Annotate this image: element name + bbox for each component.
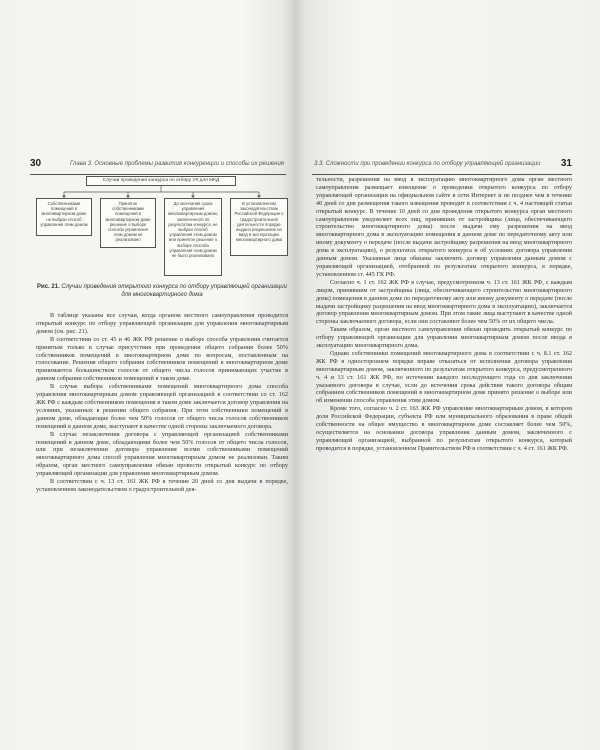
- paragraph: Согласно ч. 1 ст. 162 ЖК РФ в случае, предусмотренном ч. 13 ст. 161 ЖК РФ, с каждым лицом, принявшим от застройщика (лица, обеспечивающего строительство многоквартирного дома) помещения в данном доме по передаточному акту или иному документу о передаче (после выдачи застройщику разрешения на ввод многоквартирного дома в эксплуатацию), заключается договор управления многоквартирным домом. При этом такие лица выступают в качестве одной стороны заключаемого договора, если они составляют более чем 50% от их общего числа.: [316, 278, 572, 326]
- diagram-case-box: В установленном законодательством Российской Федерации о градостроительной деятельности порядке выдано разрешение на ввод в эксплуатацию многоквартирного дома: [230, 198, 288, 256]
- running-title: Глава 3. Основные проблемы развития конкуренции и способы их решения: [70, 161, 284, 167]
- left-running-head: [30, 160, 286, 175]
- right-body-text: [316, 176, 572, 453]
- left-page: [0, 0, 296, 750]
- figure-caption-text: Случаи проведения открытого конкурса по отбору управляющей организации для многоквартирного дома: [61, 284, 287, 298]
- paragraph: В соответствии со ст. 45 и 46 ЖК РФ решение о выборе способа управления считается принятым только в случае присутствия при проведении общего собрания более 50% собственников помещений в многоквартирном доме по вопросам, поставленным на голосование. Решения общего собрания собственников помещений в многоквартирном доме принимаются большинством голосов от общего числа голосов принимающих участие в данном собрании собственников помещений в таком доме.: [36, 335, 288, 383]
- right-running-head: [312, 160, 572, 175]
- diagram-case-box: Принятое собственниками помещений в многоквартирном доме решение о выборе способа управления этим домом не реализовано: [100, 198, 156, 248]
- diagram-top-box: Случаи проведения конкурса по отбору УК для МКД: [86, 176, 236, 186]
- paragraph: Кроме того, согласно ч. 2 ст. 163 ЖК РФ управление многоквартирным домом, в котором доля Российской Федерации, субъекта РФ или муниципального образования в праве общей собственности на общее имущество в многоквартирном доме составляет более чем 50%, осуществляется на основании договора управления данным домом, заключенного с управляющей организацией, выбранной по результатам открытого конкурса, который проводится в порядке, установленном Правительством РФ в соответствии с ч. 4 ст. 161 ЖК РФ.: [316, 405, 572, 452]
- paragraph: Таким образом, орган местного самоуправления обязан проводить открытый конкурс по отбору управляющей организации для управления многоквартирным домом после ввода в эксплуатацию многоквартирного дома.: [316, 326, 572, 350]
- figure-caption: [36, 283, 288, 299]
- diagram-case-box: Собственниками помещений в многоквартирном доме не выбран способ управления этим домом: [36, 198, 92, 236]
- diagram-case-box: До окончания срока управления многоквартирным домом, заключенного по результатам конкурса, не выбран способ управления этим домом или принятое решение о выборе способа управления этим домом не было реализовано: [164, 198, 222, 276]
- flow-diagram: [36, 176, 288, 280]
- page-number: 31: [560, 158, 572, 169]
- paragraph: В соответствии с ч. 13 ст. 161 ЖК РФ в течение 20 дней со дня выдачи в порядке, установленном законодательством о градостроительной дея-: [36, 478, 288, 493]
- paragraph: В случае незаключения договора с управляющей организацией собственниками помещений в данном доме, обладающими более чем 50% голосов от общего числа голосов, или при незаключении договора управления всеми собственниками помещений многоквартирного дома способ управления многоквартирным домом не реализован. Таким образом, орган местного самоуправления обязан провести открытый конкурс по отбору управляющей организации для управления многоквартирным домом.: [36, 430, 288, 478]
- paragraph: В таблице указаны все случаи, когда органом местного самоуправления проводится открытый конкурс по отбору управляющей организации для управления многоквартирным домом (см. рис. 21).: [36, 312, 288, 335]
- paragraph: В случае выбора собственниками помещений многоквартирного дома способа управления многоквартирным домом управляющей организацией в соответствии со ст. 162 ЖК РФ с каждым собственником помещения в таком доме заключается договор управления на условиях, указанных в решении общего собрания. При этом собственники помещений в данном доме, обладающие более чем 50% голосов от общего числа голосов собственников помещений в данном доме, выступают в качестве одной стороны заключаемого договора.: [36, 383, 288, 430]
- paragraph: тельности, разрешения на ввод в эксплуатацию многоквартирного дома орган местного самоуправления размещает извещение о проведении открытого конкурса по отбору управляющей организации на официальном сайте в сети Интернет и не позднее чем в течение 40 дней со дня размещения такого извещения проводит в соответствии с ч. 4 настоящей статьи открытый конкурс. В течение 10 дней со дня проведения открытого конкурса орган местного самоуправления уведомляет всех лиц, принявших от застройщика (лица, обеспечивающего строительство многоквартирного дома) после выдачи ему разрешения на ввод многоквартирного дома в эксплуатацию помещения в данном доме по передаточному акту или иному документу о передаче (после выдачи застройщику разрешения на ввод многоквартирного дома в эксплуатацию), о результатах открытого конкурса и об условиях договора управления данным домом. Указанные лица обязаны заключить договор управления данным домом с управляющей организацией, отобранной по результатам открытого конкурса, в порядке, установленном ст. 445 ГК РФ.: [316, 176, 572, 278]
- page-number: 30: [30, 158, 42, 169]
- left-body-text: [36, 312, 288, 494]
- paragraph: Однако собственники помещений многоквартирного дома в соответствии с ч. 8.1 ст. 162 ЖК РФ в одностороннем порядке вправе отказаться от исполнения договора управления многоквартирным домом, заключенного по результатам открытого конкурса, предусмотренного ч. 4 и 13 ст. 161 ЖК РФ, по истечении каждого последующего года со дня заключения указанного договора в случае, если до истечения срока действия такого договора общим собранием собственников помещений в многоквартирном доме принято решение о выборе или об изменении способа управления этим домом.: [316, 349, 572, 405]
- figure-label: Рис. 21.: [37, 284, 60, 290]
- running-title: 3.3. Сложности при проведении конкурса по отбору управляющей организации: [314, 161, 541, 167]
- right-page: [304, 0, 600, 750]
